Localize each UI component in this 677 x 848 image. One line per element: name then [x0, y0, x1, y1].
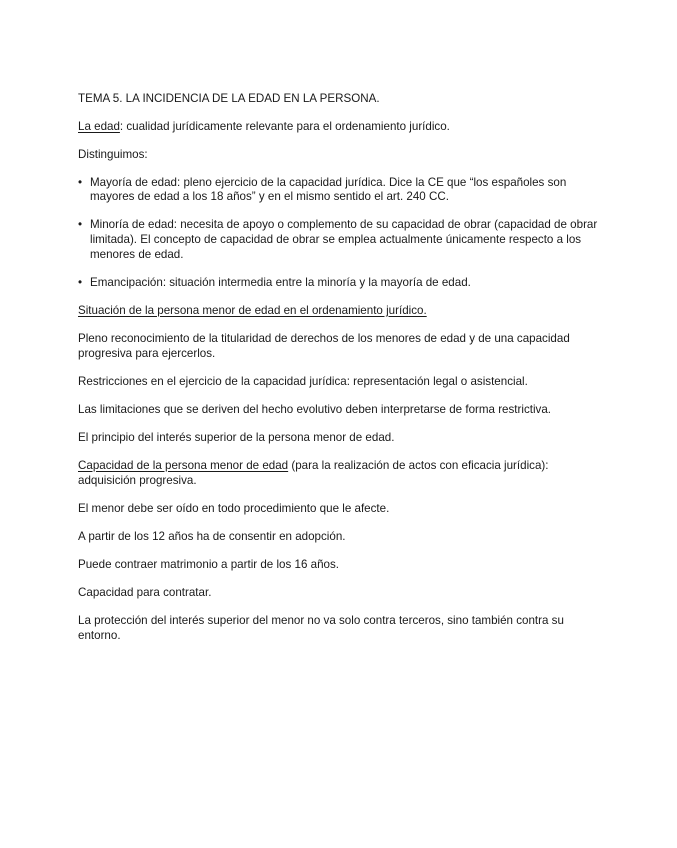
paragraph: Restricciones en el ejercicio de la capacidad jurídica: representación legal o asistencial. — [78, 374, 528, 388]
paragraph: Pleno reconocimiento de la titularidad de derechos de los menores de edad y de una capacidad progresiva para ejercerlos. — [78, 331, 570, 360]
paragraph: La protección del interés superior del menor no va solo contra terceros, sino también contra su entorno. — [78, 613, 564, 642]
list-item — [78, 218, 598, 262]
list-item-text: Emancipación: situación intermedia entre la minoría y la mayoría de edad. — [90, 275, 471, 289]
document-title: TEMA 5. LA INCIDENCIA DE LA EDAD EN LA PERSONA. — [78, 92, 380, 105]
capacidad-term: Capacidad de la persona menor de edad — [78, 458, 289, 472]
paragraph: Capacidad para contratar. — [78, 585, 212, 599]
edad-definition-text: : cualidad jurídicamente relevante para el ordenamiento jurídico. — [119, 119, 450, 133]
bullet-icon: • — [78, 275, 83, 289]
list-item-text: Mayoría de edad: pleno ejercicio de la capacidad jurídica. Dice la CE que “los españoles son mayores de edad a los 18 años” y en el mismo sentido el art. 240 CC. — [90, 175, 567, 204]
edad-definition — [78, 120, 598, 135]
paragraph: A partir de los 12 años ha de consentir en adopción. — [78, 529, 346, 543]
list-item — [78, 276, 598, 291]
paragraph: Las limitaciones que se deriven del hecho evolutivo deben interpretarse de forma restrictiva. — [78, 402, 552, 416]
paragraph: El principio del interés superior de la persona menor de edad. — [78, 430, 395, 444]
capacidad-rest: (para la realización de actos con eficacia jurídica): adquisición progresiva. — [78, 458, 549, 487]
bullet-icon: • — [78, 218, 83, 232]
paragraph: Puede contraer matrimonio a partir de los 16 años. — [78, 557, 340, 571]
paragraph: El menor debe ser oído en todo procedimiento que le afecte. — [78, 501, 390, 515]
capacidad-paragraph — [78, 459, 598, 488]
edad-term: La edad — [78, 119, 120, 133]
situacion-heading: Situación de la persona menor de edad en el ordenamiento jurídico. — [78, 303, 427, 317]
list-item-text: Minoría de edad: necesita de apoyo o complemento de su capacidad de obrar (capacidad de obrar limitada). El concepto de capacidad de obrar se emplea actualmente únicamente respecto a los menores de edad. — [90, 218, 598, 261]
bullet-icon: • — [78, 175, 83, 189]
list-item — [78, 176, 598, 205]
document-page — [78, 92, 598, 657]
distinguimos-label: Distinguimos: — [78, 147, 148, 161]
age-categories-list — [78, 176, 598, 291]
